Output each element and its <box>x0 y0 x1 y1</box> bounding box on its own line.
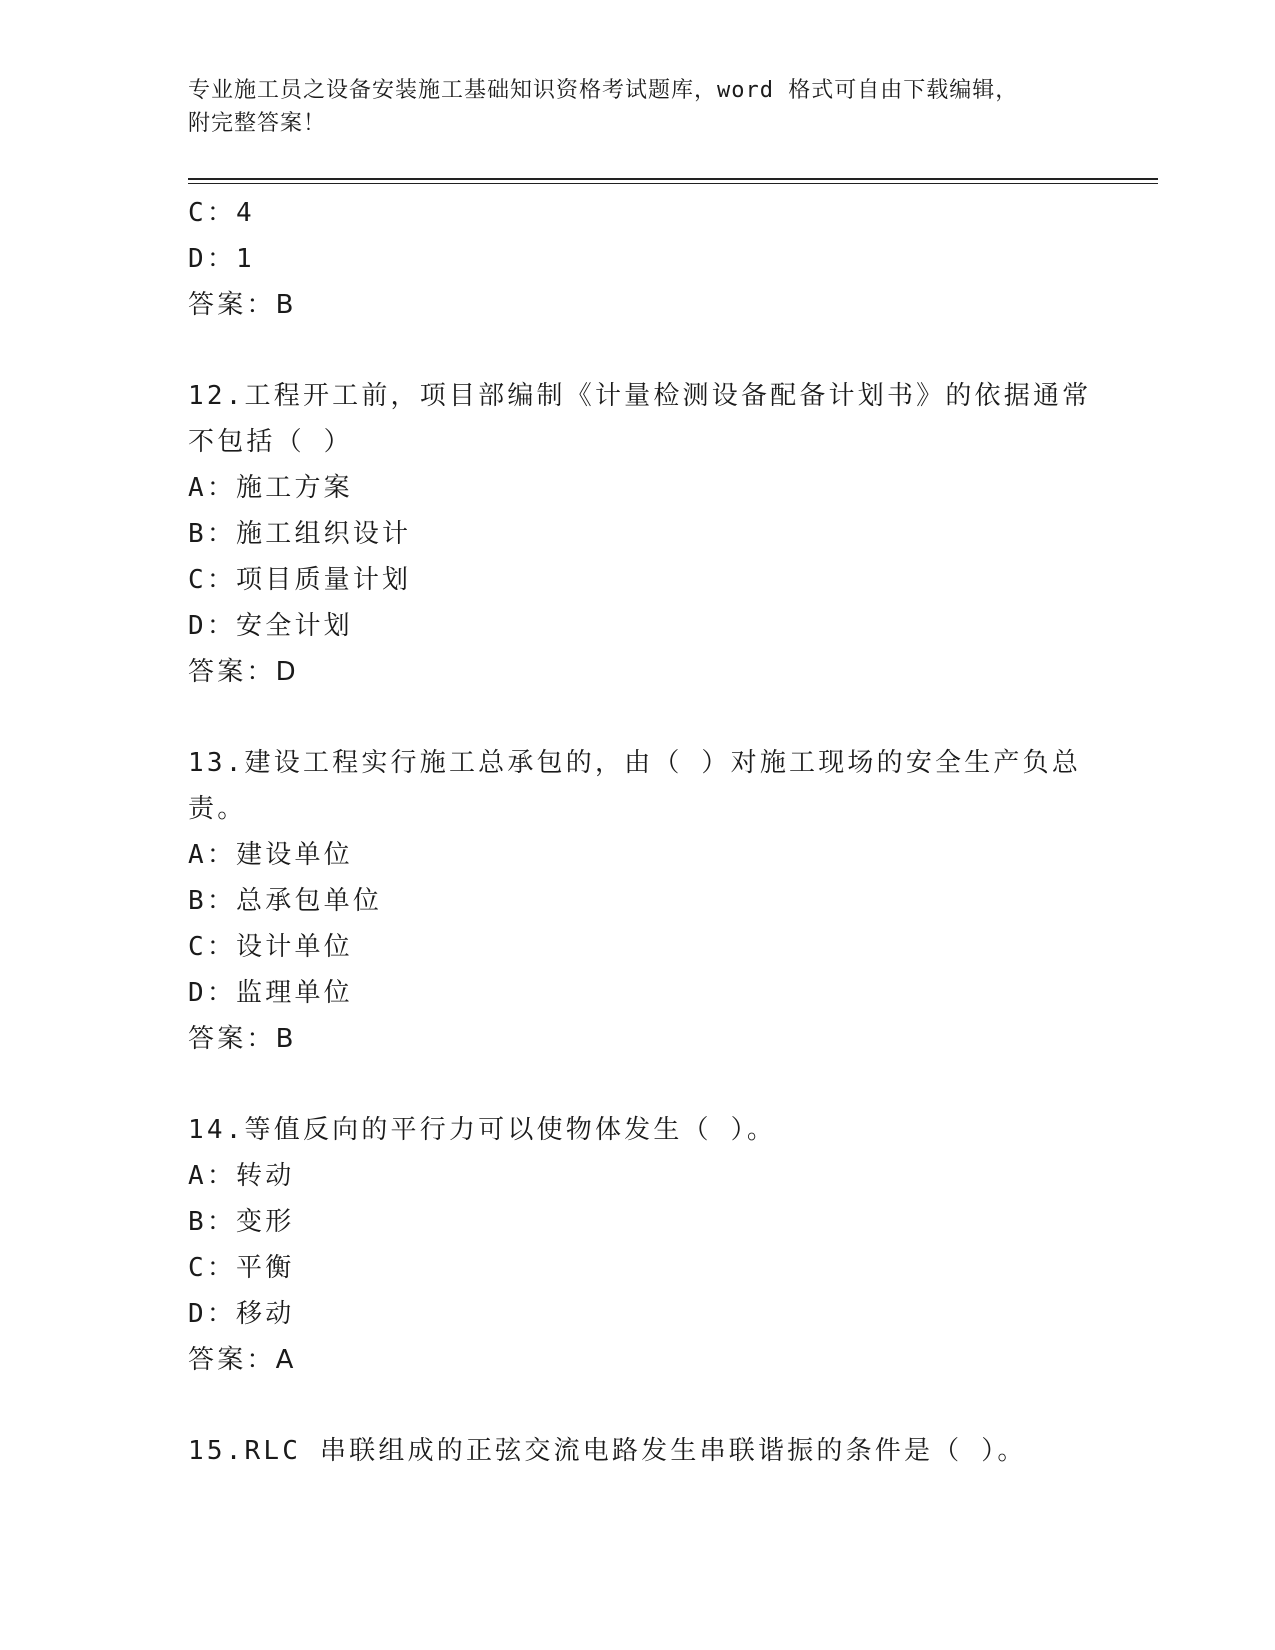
answer: 答案：D <box>188 657 299 687</box>
option-c: C：平衡 <box>188 1253 295 1283</box>
header-line-2: 附完整答案！ <box>188 111 327 136</box>
option-a: A：施工方案 <box>188 473 353 503</box>
option-d: D：监理单位 <box>188 978 353 1008</box>
option-a: A：转动 <box>188 1161 295 1191</box>
option-c: C：设计单位 <box>188 932 353 962</box>
question-spacer <box>188 1383 1158 1428</box>
option-a: A：建设单位 <box>188 840 353 870</box>
question-stem-continued: 责。 <box>188 794 247 824</box>
question-spacer <box>188 695 1158 740</box>
question-spacer <box>188 1062 1158 1107</box>
option-d: D：安全计划 <box>188 611 353 641</box>
answer: 答案：B <box>188 290 297 320</box>
question-12 <box>188 373 1158 695</box>
question-stem: 15.RLC 串联组成的正弦交流电路发生串联谐振的条件是（ ）。 <box>188 1436 1027 1466</box>
option-b: B：变形 <box>188 1207 295 1237</box>
option-b: B：施工组织设计 <box>188 519 412 549</box>
option-c: C：4 <box>188 198 255 228</box>
question-stem: 12.工程开工前，项目部编制《计量检测设备配备计划书》的依据通常 <box>188 381 1092 411</box>
answer: 答案：A <box>188 1345 297 1375</box>
option-d: D：移动 <box>188 1299 295 1329</box>
question-list <box>188 190 1158 1474</box>
question-spacer <box>188 328 1158 373</box>
question-stem-continued: 不包括（ ） <box>188 427 353 457</box>
header-divider <box>188 178 1158 184</box>
question-15 <box>188 1428 1158 1474</box>
option-c: C：项目质量计划 <box>188 565 412 595</box>
question-stem: 13.建设工程实行施工总承包的，由（ ）对施工现场的安全生产负总 <box>188 748 1082 778</box>
question-13 <box>188 740 1158 1062</box>
document-header <box>188 74 1068 140</box>
question-stem: 14.等值反向的平行力可以使物体发生（ ）。 <box>188 1115 777 1145</box>
option-b: B：总承包单位 <box>188 886 383 916</box>
question-14 <box>188 1107 1158 1383</box>
option-d: D：1 <box>188 244 255 274</box>
answer: 答案：B <box>188 1024 297 1054</box>
header-line-1: 专业施工员之设备安装施工基础知识资格考试题库，word 格式可自由下载编辑， <box>188 78 1019 103</box>
question-11 <box>188 190 1158 328</box>
